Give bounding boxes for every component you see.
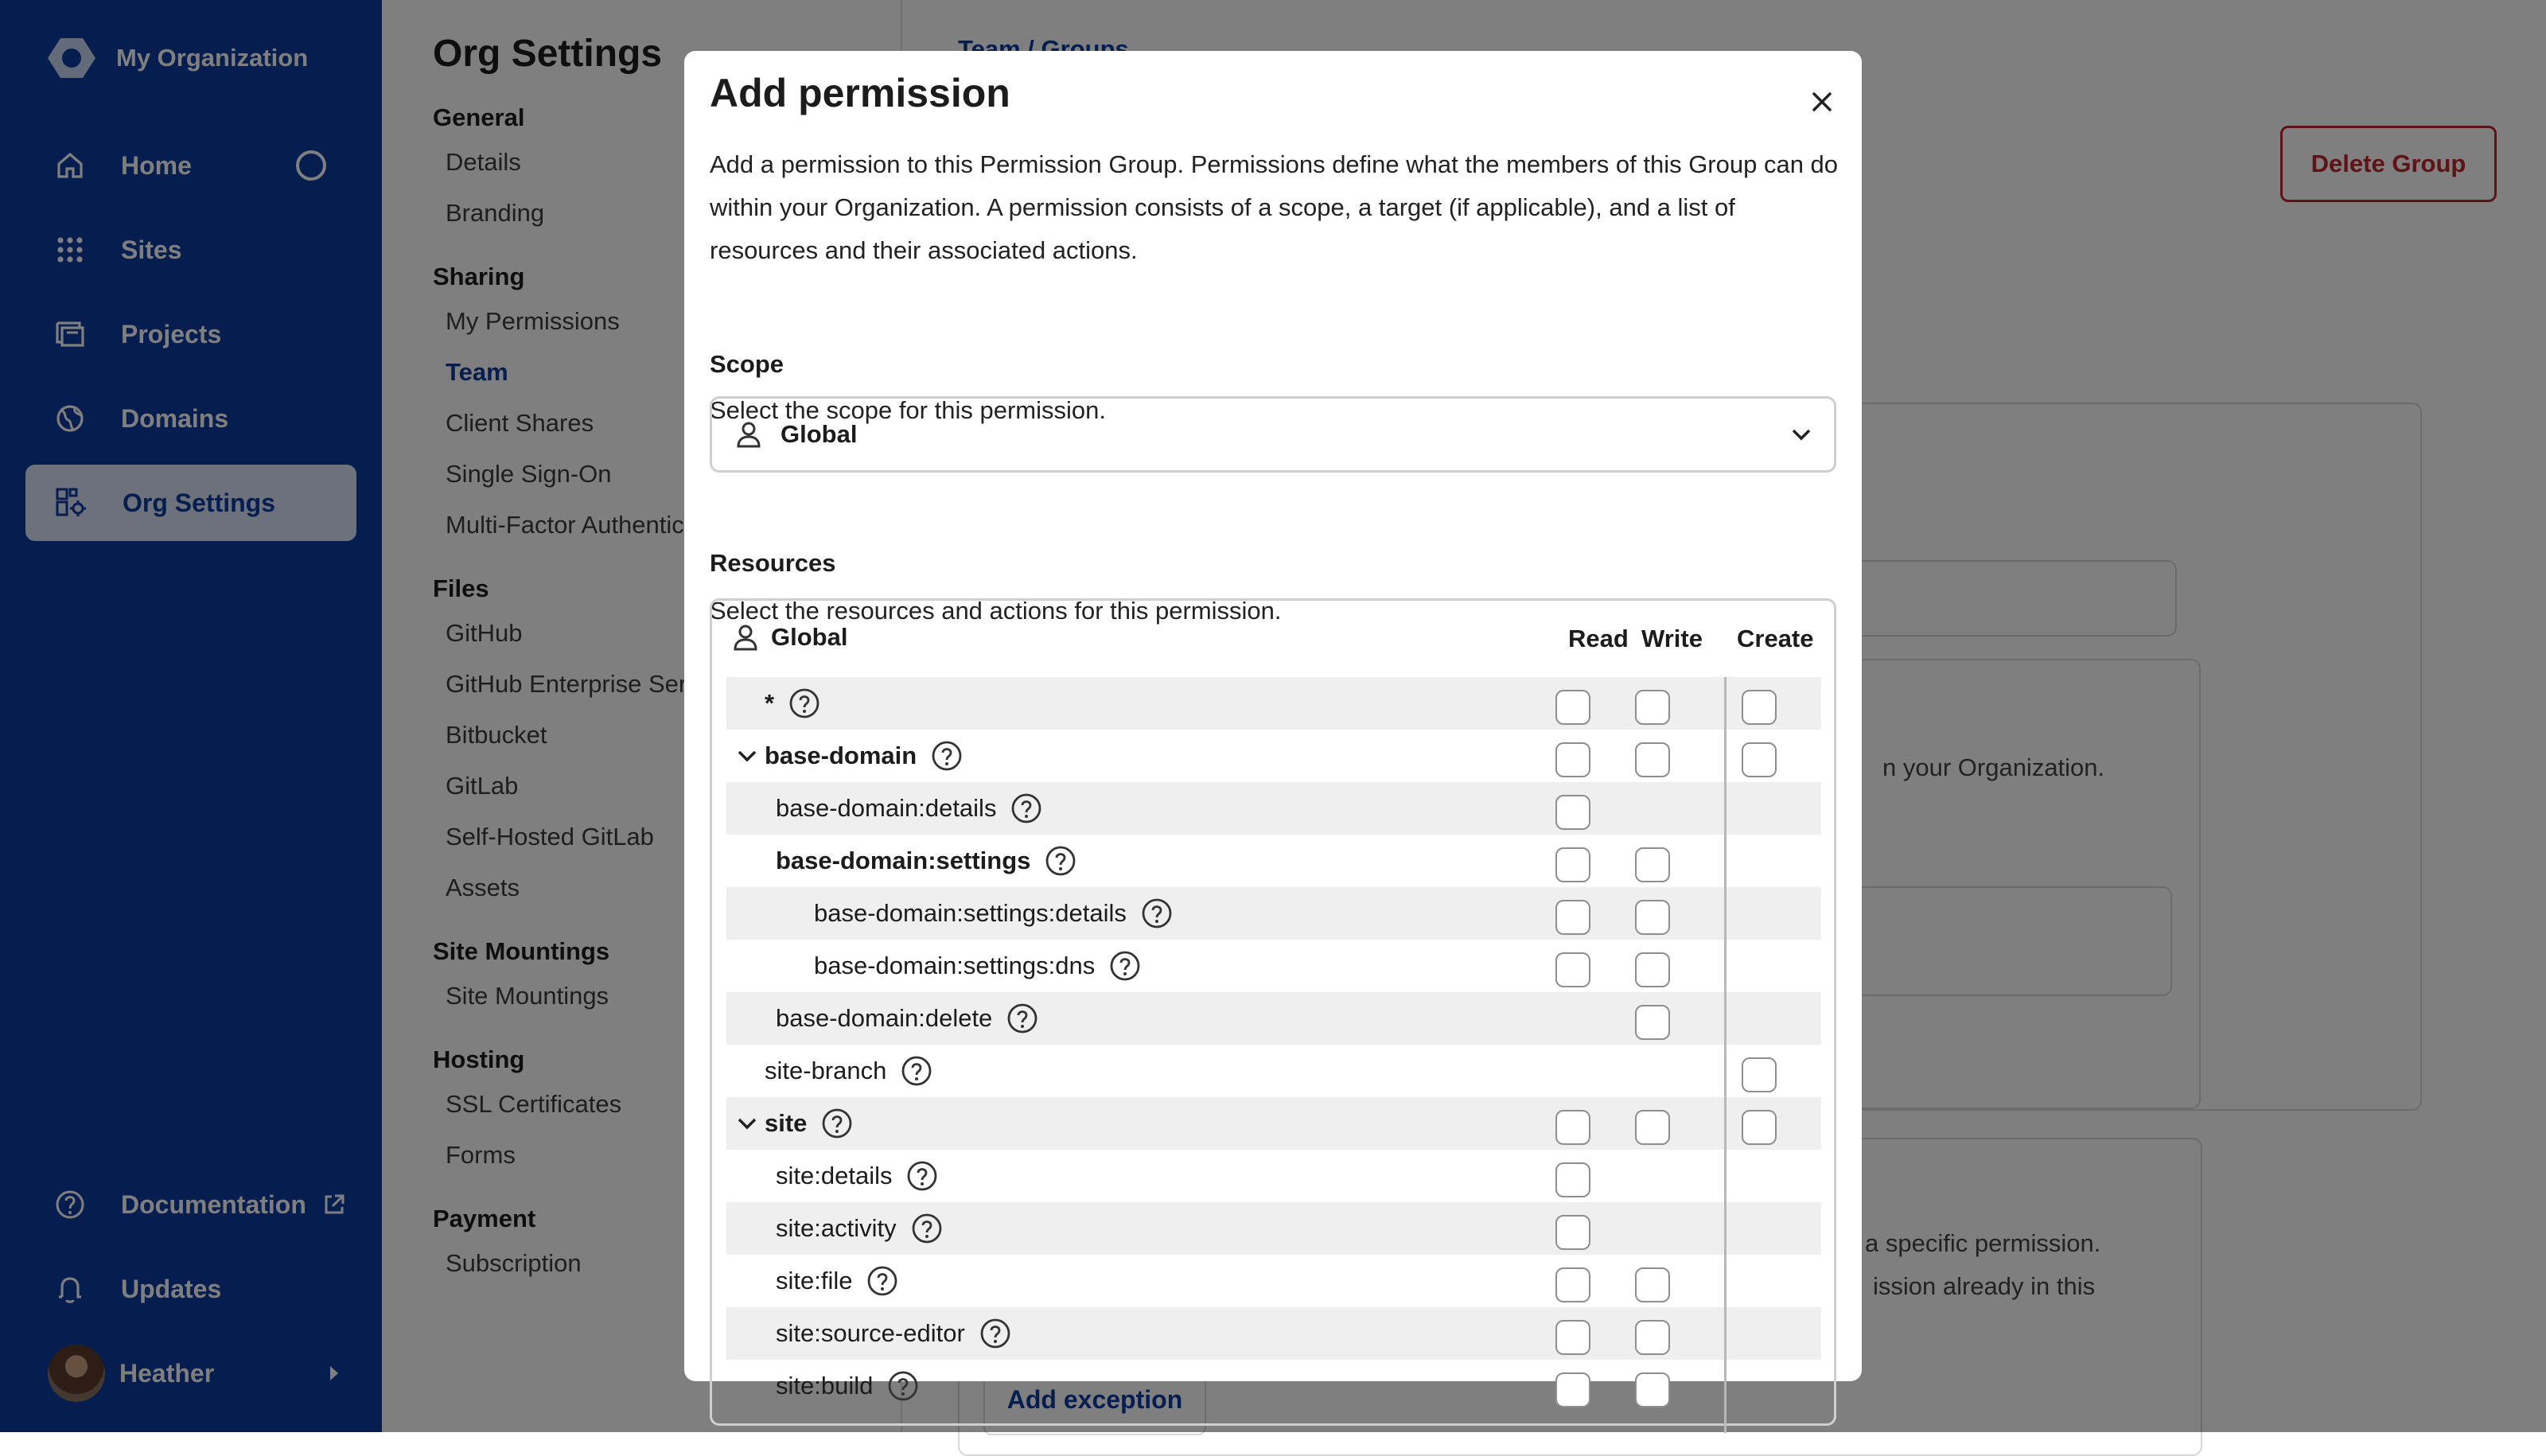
- help-icon[interactable]: [1010, 792, 1042, 824]
- column-divider: [1724, 677, 1727, 1433]
- write-checkbox[interactable]: [1635, 1005, 1670, 1040]
- help-icon[interactable]: [911, 1213, 943, 1244]
- table-row: [726, 1202, 1821, 1255]
- write-checkbox[interactable]: [1635, 1267, 1670, 1302]
- write-checkbox[interactable]: [1635, 1372, 1670, 1407]
- create-checkbox[interactable]: [1742, 1110, 1777, 1145]
- write-checkbox[interactable]: [1635, 900, 1670, 935]
- write-checkbox[interactable]: [1635, 1320, 1670, 1355]
- table-row: [726, 992, 1821, 1045]
- column-write: Write: [1641, 625, 1703, 652]
- table-row: [726, 1255, 1821, 1307]
- resource-name: base-domain:settings:dns: [814, 952, 1096, 979]
- read-checkbox[interactable]: [1555, 795, 1590, 830]
- read-checkbox[interactable]: [1555, 1320, 1590, 1355]
- resource-name: base-domain: [765, 742, 917, 769]
- help-icon[interactable]: [1109, 950, 1141, 982]
- chevron-down-icon[interactable]: [738, 1117, 765, 1130]
- chevron-down-icon[interactable]: [738, 749, 765, 762]
- help-icon[interactable]: [1006, 1002, 1038, 1034]
- table-row: [726, 1045, 1821, 1097]
- read-checkbox[interactable]: [1555, 952, 1590, 987]
- scope-help: Select the scope for this permission.: [710, 396, 1106, 424]
- resources-help: Select the resources and actions for this permission.: [710, 597, 1282, 625]
- help-icon[interactable]: [931, 740, 963, 772]
- create-checkbox[interactable]: [1742, 742, 1777, 777]
- table-row: [726, 835, 1821, 887]
- resources-label: Resources: [710, 549, 836, 577]
- help-icon[interactable]: [979, 1318, 1011, 1349]
- read-checkbox[interactable]: [1555, 900, 1590, 935]
- read-checkbox[interactable]: [1555, 742, 1590, 777]
- read-checkbox[interactable]: [1555, 1110, 1590, 1145]
- resource-name: site-branch: [765, 1057, 887, 1084]
- read-checkbox[interactable]: [1555, 690, 1590, 725]
- write-checkbox[interactable]: [1635, 952, 1670, 987]
- write-checkbox[interactable]: [1635, 847, 1670, 882]
- table-header-scope: Global: [771, 623, 848, 651]
- table-row: [726, 730, 1821, 782]
- resource-name: *: [765, 689, 775, 717]
- scope-value: Global: [781, 420, 858, 448]
- read-checkbox[interactable]: [1555, 1267, 1590, 1302]
- user-icon: [734, 420, 763, 449]
- create-checkbox[interactable]: [1742, 1057, 1777, 1092]
- table-row: [726, 782, 1821, 835]
- table-row: [726, 1097, 1821, 1150]
- chevron-down-icon: [1791, 427, 1812, 442]
- table-header: [712, 601, 1834, 677]
- help-icon[interactable]: [866, 1265, 898, 1297]
- resources-table: [710, 598, 1836, 1426]
- help-icon[interactable]: [1045, 845, 1076, 877]
- scope-label: Scope: [710, 350, 784, 378]
- table-row: [726, 1307, 1821, 1360]
- close-icon: [1811, 91, 1833, 113]
- read-checkbox[interactable]: [1555, 1372, 1590, 1407]
- resource-name: site:details: [776, 1162, 893, 1189]
- table-row: [726, 940, 1821, 992]
- resource-name: site:build: [776, 1372, 874, 1400]
- resource-name: base-domain:settings:details: [814, 899, 1127, 927]
- help-icon[interactable]: [906, 1160, 938, 1192]
- add-permission-modal: [684, 51, 1862, 1400]
- resource-name: site: [765, 1109, 808, 1137]
- write-checkbox[interactable]: [1635, 742, 1670, 777]
- read-checkbox[interactable]: [1555, 847, 1590, 882]
- help-icon[interactable]: [1141, 897, 1173, 929]
- create-checkbox[interactable]: [1742, 690, 1777, 725]
- write-checkbox[interactable]: [1635, 690, 1670, 725]
- help-icon[interactable]: [887, 1370, 919, 1402]
- column-create: Create: [1737, 625, 1814, 652]
- resource-name: site:activity: [776, 1214, 897, 1242]
- help-icon[interactable]: [901, 1055, 932, 1087]
- help-icon[interactable]: [821, 1108, 853, 1139]
- modal-title: Add permission: [710, 71, 1010, 115]
- column-read: Read: [1568, 625, 1629, 652]
- table-row: [726, 1360, 1821, 1412]
- resource-name: base-domain:delete: [776, 1004, 993, 1032]
- close-button[interactable]: [1797, 76, 1847, 127]
- write-checkbox[interactable]: [1635, 1110, 1670, 1145]
- scope-select[interactable]: [710, 396, 1836, 473]
- table-row: [726, 887, 1821, 940]
- modal-intro: Add a permission to this Permission Group. Permissions define what the members of this Group can do within your Organization. A permission consists of a scope, a target (if applicable), and a list of resources and their associated actions.: [710, 150, 1839, 264]
- read-checkbox[interactable]: [1555, 1215, 1590, 1250]
- resource-name: site:source-editor: [776, 1319, 965, 1347]
- table-row: [726, 1150, 1821, 1202]
- read-checkbox[interactable]: [1555, 1162, 1590, 1197]
- resource-name: base-domain:settings: [776, 847, 1031, 874]
- resource-name: site:file: [776, 1267, 853, 1294]
- user-icon: [731, 623, 760, 652]
- help-icon[interactable]: [788, 687, 820, 719]
- resource-name: base-domain:details: [776, 794, 997, 822]
- table-row: [726, 677, 1821, 730]
